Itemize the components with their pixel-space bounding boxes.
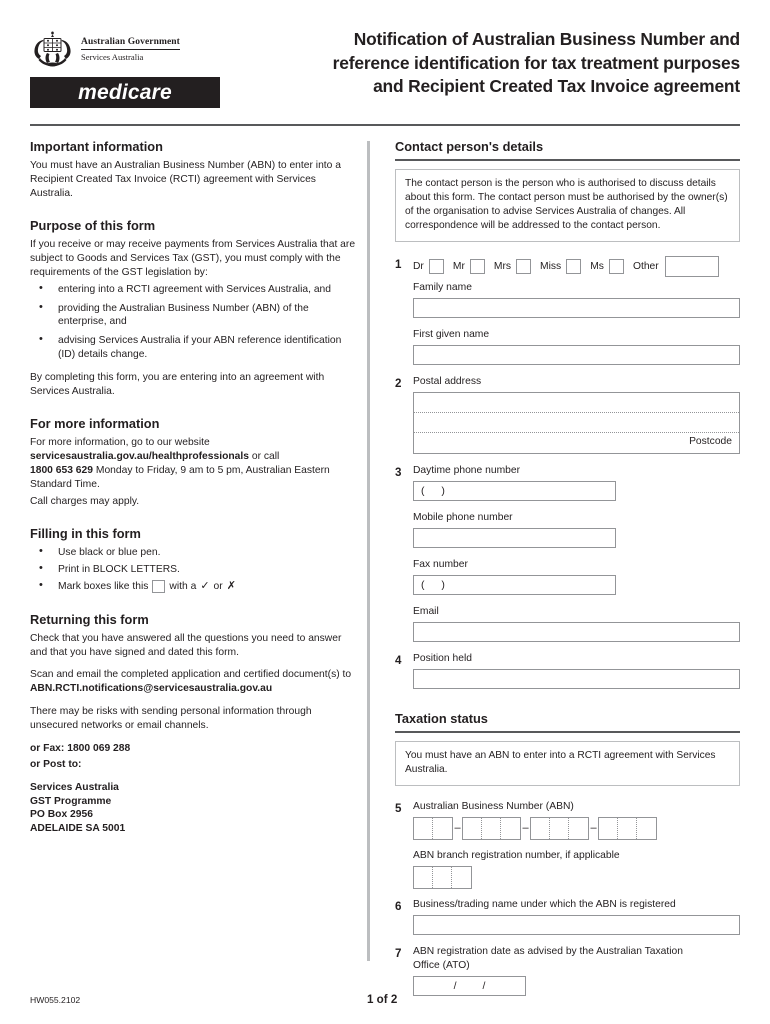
returning-form-heading: Returning this form (30, 611, 149, 627)
page-title (230, 26, 740, 99)
cross-icon: ✗ (226, 579, 236, 592)
abn-branch-label: ABN branch registration number, if applicable (413, 850, 620, 861)
list-item (30, 580, 357, 594)
question-6 (395, 898, 740, 945)
purpose-closing-text: By completing this form, you are entering into an agreement with Services Australia. (30, 371, 325, 397)
title-label: Mr (452, 261, 465, 272)
first-given-name-label: First given name (413, 329, 490, 340)
checkbox-dr[interactable] (429, 259, 444, 274)
checkbox-mrs[interactable] (516, 259, 531, 274)
mark-boxes-text-pre: • Mark boxes like this (58, 580, 149, 592)
address-line: ADELAIDE SA 5001 (30, 822, 126, 834)
coat-of-arms-icon (30, 30, 75, 68)
filling-in-heading: Filling in this form (30, 526, 141, 542)
contact-person-note: The contact person is the person who is authorised to discuss details about this form. The contact person must be authorised by the owner(s) of the organisation to advise Services Australia of changes. All correspondence will be addressed to the contact person. (395, 169, 740, 242)
email-risk-note: There may be risks with sending personal information through unsecured networks or email channels. (30, 705, 312, 731)
daytime-phone-input[interactable]: ( ) (413, 481, 616, 501)
abn-group-1[interactable] (413, 817, 453, 840)
abn-date-label-line-2: Office (ATO) (413, 960, 470, 971)
date-separator-1: / (453, 980, 457, 992)
abn-group-3[interactable] (530, 817, 589, 840)
question-5 (395, 800, 740, 898)
purpose-bullet-list (30, 283, 357, 362)
phone-number: 1800 653 629 (30, 464, 93, 476)
question-number: 3 (395, 466, 402, 479)
question-2 (395, 375, 740, 464)
position-held-input[interactable] (413, 669, 740, 689)
fax-label: or Fax: (30, 742, 65, 754)
mark-boxes-or: or (213, 580, 223, 592)
question-3 (395, 464, 740, 652)
checkbox-miss[interactable] (566, 259, 581, 274)
question-number: 4 (395, 654, 402, 667)
mark-boxes-line (58, 580, 357, 594)
page-header (0, 0, 770, 108)
email-input[interactable] (413, 622, 740, 642)
content-columns (0, 139, 770, 1006)
abn-separator: – (522, 822, 529, 834)
abn-branch-input-group[interactable] (413, 866, 740, 889)
australian-government-logo (30, 30, 230, 68)
abn-separator: – (454, 822, 461, 834)
purpose-intro-text: If you receive or may receive payments from Services Australia that are subject to Goods and Services Tax (GST), you must comply with the requirements of the GST legislation by: (30, 239, 356, 278)
form-code: HW055.2102 (30, 995, 81, 1005)
checkbox-ms[interactable] (609, 259, 624, 274)
title-option-ms[interactable] (590, 259, 624, 274)
abn-input-group[interactable] (413, 817, 740, 840)
tick-icon: ✓ (200, 579, 210, 592)
position-held-label: Position held (413, 653, 472, 664)
family-name-label: Family name (413, 282, 472, 293)
email-label: Email (413, 606, 439, 617)
question-number: 7 (395, 947, 402, 960)
returning-email-text (30, 668, 357, 696)
question-number: 2 (395, 377, 402, 390)
mobile-phone-input[interactable] (413, 528, 616, 548)
postal-address-line-2[interactable] (414, 413, 739, 433)
postal-address-line-1[interactable] (414, 393, 739, 413)
other-title-input[interactable] (665, 256, 719, 277)
abn-label: Australian Business Number (ABN) (413, 801, 574, 812)
address-line: GST Programme (30, 795, 112, 807)
list-item: • Use black or blue pen. (30, 546, 357, 560)
filling-in-bullet-list (30, 546, 357, 593)
contact-details-heading: Contact person's details (395, 139, 740, 161)
title-option-other[interactable] (633, 256, 719, 277)
list-item: • providing the Australian Business Number (ABN) of the enterprise, and (30, 302, 357, 330)
call-charges-note: Call charges may apply. (30, 495, 140, 507)
mark-boxes-text-mid: with a (169, 580, 197, 592)
mobile-phone-label: Mobile phone number (413, 512, 513, 523)
title-line-2: reference identification for tax treatment purposes (332, 52, 740, 73)
address-line: PO Box 2956 (30, 809, 93, 821)
government-wordmark (81, 37, 180, 62)
postal-address-input-group (413, 392, 740, 454)
abn-branch-group[interactable] (413, 866, 472, 889)
fax-number-label: Fax number (413, 559, 468, 570)
returning-check-text: Check that you have answered all the questions you need to answer and that you have signed and dated this form. (30, 632, 342, 658)
title-line-3: and Recipient Created Tax Invoice agreement (373, 76, 740, 96)
title-option-mr[interactable] (453, 259, 485, 274)
postal-address-block (30, 781, 357, 835)
gov-line-services-australia: Services Australia (81, 51, 144, 62)
submission-email-address[interactable]: ABN.RCTI.notifications@servicesaustralia.gov.au (30, 683, 273, 695)
abn-group-2[interactable] (462, 817, 521, 840)
purpose-heading: Purpose of this form (30, 218, 156, 234)
taxation-status-heading: Taxation status (395, 711, 740, 733)
question-4 (395, 652, 740, 699)
taxation-status-note: You must have an ABN to enter into a RCTI agreement with Services Australia. (395, 741, 740, 786)
question-number: 6 (395, 900, 402, 913)
title-line-1: Notification of Australian Business Number and (353, 29, 740, 49)
title-option-mrs[interactable] (494, 259, 531, 274)
sample-checkbox-icon (152, 580, 165, 593)
list-item: • entering into a RCTI agreement with Services Australia, and (30, 283, 357, 297)
gov-line-australian-government: Australian Government (81, 36, 180, 47)
business-trading-name-input[interactable] (413, 915, 740, 935)
medicare-logo (30, 77, 220, 108)
title-label: Miss (540, 261, 562, 272)
more-info-lead: For more information, go to our website (30, 437, 210, 449)
question-number: 5 (395, 802, 402, 815)
question-1 (395, 256, 740, 375)
abn-group-4[interactable] (598, 817, 657, 840)
title-options-row (413, 256, 740, 277)
title-option-dr[interactable] (413, 259, 444, 274)
postcode-label: Postcode (689, 436, 732, 447)
medicare-wordmark: medicare (78, 80, 172, 104)
postal-address-label: Postal address (413, 376, 482, 387)
post-to-text: or Post to: (30, 759, 82, 771)
left-instructions-column (30, 139, 367, 1006)
title-label: Mrs (493, 261, 512, 272)
header-divider-rule (30, 124, 740, 126)
family-name-input[interactable] (413, 298, 740, 318)
post-to-label (30, 758, 357, 772)
page-footer (0, 993, 770, 1006)
title-option-miss[interactable] (540, 259, 581, 274)
checkbox-mr[interactable] (470, 259, 485, 274)
phone-hours: Monday to Friday, 9 am to 5 pm, Australian Eastern Standard Time. (30, 464, 330, 490)
business-trading-name-label: Business/trading name under which the ABN is registered (413, 899, 676, 910)
postal-address-line-3[interactable] (414, 433, 739, 453)
website-link[interactable]: servicesaustralia.gov.au/healthprofessionals (30, 451, 249, 463)
abn-date-label-line-1: ABN registration date as advised by the Australian Taxation (413, 946, 683, 957)
branding-block (30, 26, 230, 108)
page-indicator: 1 of 2 (367, 993, 398, 1006)
important-information-text: You must have an Australian Business Number (ABN) to enter into a Recipient Created Tax Invoice (RCTI) agreement with Services Australia. (30, 160, 341, 199)
question-number: 1 (395, 258, 402, 271)
title-label: Ms (590, 261, 604, 272)
abn-separator: – (590, 822, 597, 834)
daytime-phone-label: Daytime phone number (413, 465, 521, 476)
list-item: • Print in BLOCK LETTERS. (30, 563, 357, 577)
more-info-orcall: or call (251, 451, 280, 463)
fax-number-input[interactable]: ( ) (413, 575, 616, 595)
more-information-text (30, 436, 357, 491)
important-information-heading: Important information (30, 139, 163, 154)
date-separator-2: / (482, 980, 486, 992)
fax-number: 1800 069 288 (67, 742, 131, 754)
abn-registration-date-label (413, 945, 740, 973)
right-form-column (370, 139, 740, 1006)
address-line: Services Australia (30, 782, 119, 794)
list-item: • advising Services Australia if your ABN reference identification (ID) details change. (30, 334, 357, 362)
title-label: Dr (413, 261, 424, 272)
wordmark-rule (81, 49, 180, 50)
first-given-name-input[interactable] (413, 345, 740, 365)
fax-line (30, 742, 357, 756)
title-label: Other (632, 261, 659, 272)
scan-email-lead: Scan and email the completed application and certified document(s) to (30, 669, 352, 681)
more-information-heading: For more information (30, 416, 160, 432)
